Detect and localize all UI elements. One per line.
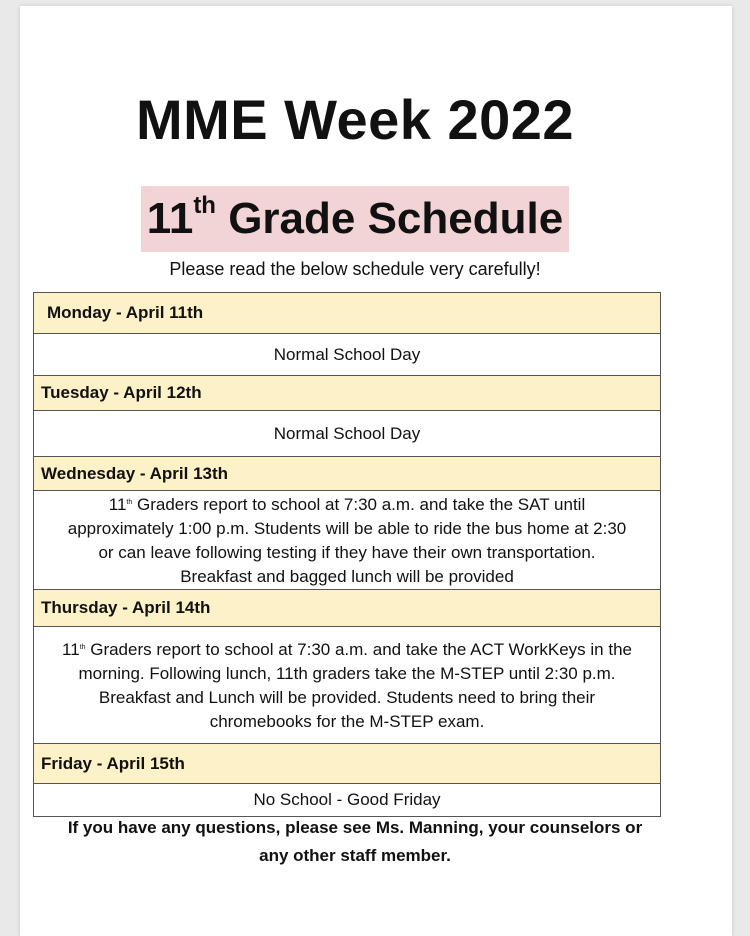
detail-line: Normal School Day: [273, 344, 421, 364]
detail-line: or can leave following testing if they have their own transportation.: [98, 543, 596, 562]
day-row-thursday: [34, 590, 661, 627]
grade-schedule-text: Grade Schedule: [215, 194, 564, 243]
detail-line: chromebooks for the M-STEP exam.: [209, 712, 485, 731]
grade-suffix: th: [126, 499, 133, 506]
detail-text: Graders report to school at 7:30 a.m. and take the SAT until: [132, 495, 586, 514]
grade-number: 11: [108, 495, 127, 514]
day-row-tuesday: [34, 376, 661, 411]
day-header: Friday - April 15th: [34, 744, 661, 784]
day-row-monday: [34, 293, 661, 334]
instructions-note: Please read the below schedule very carefully!: [169, 259, 541, 279]
day-detail-cell: [34, 784, 661, 817]
detail-line: [34, 636, 660, 662]
detail-line: Breakfast and bagged lunch will be provided: [180, 567, 514, 586]
day-detail-tuesday: [34, 411, 661, 457]
day-detail-monday: [34, 334, 661, 376]
detail-line: Breakfast and Lunch will be provided. Students need to bring their: [98, 688, 596, 707]
detail-line: morning. Following lunch, 11th graders take the M-STEP until 2:30 p.m.: [78, 664, 616, 683]
day-detail-friday: [34, 784, 661, 817]
detail-line: approximately 1:00 p.m. Students will be able to ride the bus home at 2:30: [67, 519, 627, 538]
detail-text: Graders report to school at 7:30 a.m. and take the ACT WorkKeys in the: [85, 640, 632, 659]
day-row-friday: [34, 744, 661, 784]
subtitle-wrap: [0, 186, 730, 252]
day-row-wednesday: [34, 457, 661, 491]
grade-suffix: th: [79, 644, 86, 651]
schedule-table: [33, 292, 661, 817]
grade-number: 11: [146, 194, 194, 243]
day-detail-cell: [34, 334, 661, 376]
page-title: MME Week 2022: [135, 88, 575, 151]
footer-line: If you have any questions, please see Ms. Manning, your counselors or: [67, 818, 643, 837]
detail-line: No School - Good Friday: [253, 790, 441, 809]
day-detail-cell: [34, 491, 661, 590]
grade-suffix: th: [193, 192, 216, 219]
day-header: Wednesday - April 13th: [34, 457, 661, 491]
footer-note: [0, 814, 730, 870]
footer-line: any other staff member.: [259, 846, 451, 865]
grade-number: 11: [62, 640, 80, 659]
day-detail-cell: [34, 627, 661, 744]
grade-schedule-heading: [141, 186, 569, 252]
day-header: Thursday - April 14th: [34, 590, 661, 627]
day-detail-cell: [34, 411, 661, 457]
detail-line: [34, 491, 660, 517]
day-header: Monday - April 11th: [34, 293, 661, 334]
day-header: Tuesday - April 12th: [34, 376, 661, 411]
detail-line: Normal School Day: [273, 423, 421, 443]
day-detail-wednesday: [34, 491, 661, 590]
day-detail-thursday: [34, 627, 661, 744]
